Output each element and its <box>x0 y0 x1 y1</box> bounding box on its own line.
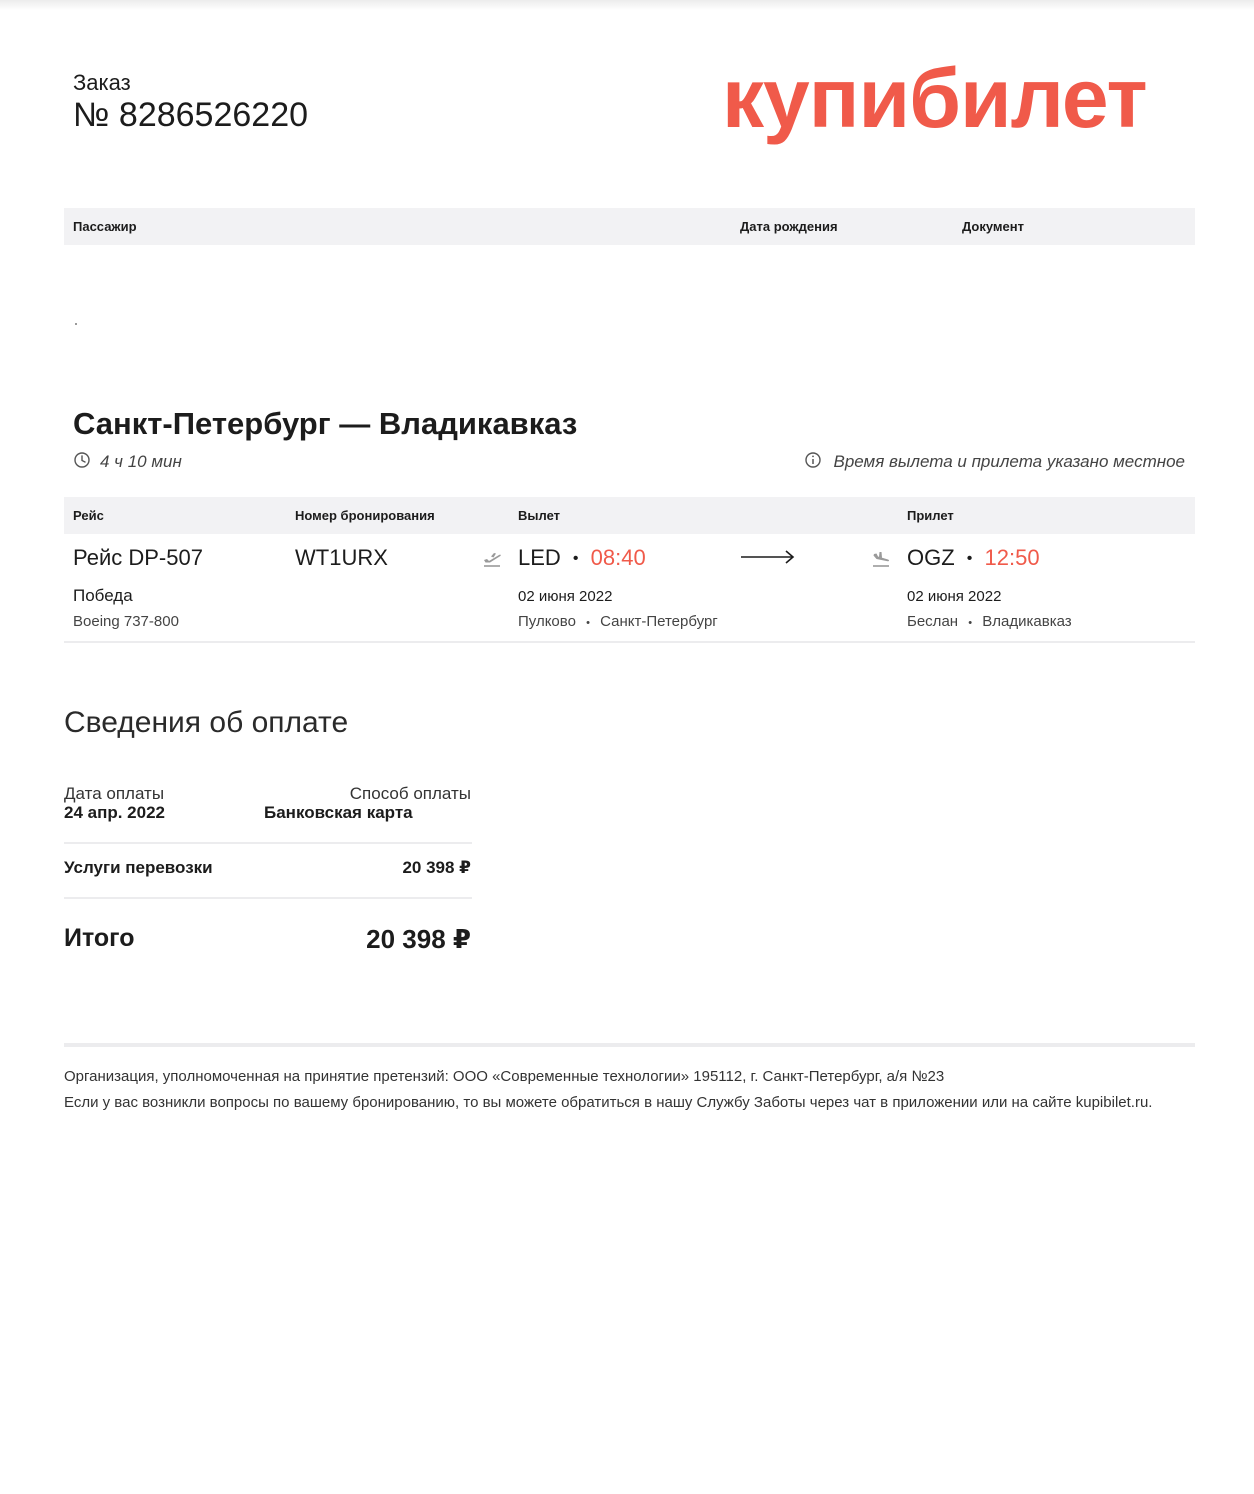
brand-logo: купибилет <box>722 51 1147 145</box>
arrival-airport: Беслан <box>907 613 959 630</box>
arrow-right-icon <box>740 549 796 570</box>
flight-divider <box>64 641 1195 643</box>
payment-method-label: Способ оплаты <box>349 784 471 803</box>
flight-table-header <box>64 497 1195 534</box>
route-title: Санкт-Петербург — Владикавказ <box>73 406 578 441</box>
flight-duration: 4 ч 10 мин <box>100 452 182 471</box>
departure-airport: Пулково <box>518 613 576 630</box>
order-number: № 8286526220 <box>73 96 309 134</box>
local-time-note-text: Время вылета и прилета указано местное <box>833 452 1185 471</box>
aircraft-model: Boeing 737-800 <box>73 613 179 630</box>
footer-divider <box>64 1043 1195 1047</box>
arrival-dot: • <box>966 550 973 568</box>
arrival-time: 12:50 <box>984 545 1040 570</box>
divider-dot <box>75 323 77 325</box>
top-shadow <box>0 0 1254 10</box>
arrival-code-time <box>907 545 1040 571</box>
info-icon <box>804 451 822 474</box>
departure-city: Санкт-Петербург <box>600 613 718 630</box>
total-label: Итого <box>64 924 135 952</box>
payment-title: Сведения об оплате <box>64 706 349 739</box>
service-label: Услуги перевозки <box>64 858 213 877</box>
arrival-place-dot: • <box>968 617 973 629</box>
takeoff-icon <box>481 547 503 574</box>
header-departure: Вылет <box>518 508 561 523</box>
total-amount: 20 398 ₽ <box>366 924 471 954</box>
payment-divider-2 <box>64 897 472 899</box>
departure-date: 02 июня 2022 <box>518 588 613 605</box>
payment-method-value: Банковская карта <box>264 803 413 822</box>
booking-code: WT1URX <box>295 545 388 570</box>
footer-claims-org: Организация, уполномоченная на принятие претензий: ООО «Современные технологии» 195112, г. Санкт-Петербург, а/я №23 <box>64 1068 945 1085</box>
passenger-table-header <box>64 208 1195 245</box>
header-document: Документ <box>962 219 1024 234</box>
departure-code-time <box>518 545 646 571</box>
departure-time: 08:40 <box>590 545 646 570</box>
arrival-city: Владикавказ <box>982 613 1072 630</box>
payment-date-value: 24 апр. 2022 <box>64 803 166 822</box>
landing-icon <box>870 547 892 574</box>
local-time-note <box>804 452 1186 472</box>
airline-name: Победа <box>73 586 133 605</box>
departure-place-dot: • <box>586 617 590 629</box>
departure-place <box>518 613 718 630</box>
footer-support-note: Если у вас возникли вопросы по вашему бронированию, то вы можете обратиться в нашу Службу Заботы через чат в приложении или на сайте kupibilet.ru. <box>64 1094 1153 1111</box>
departure-dot: • <box>572 550 579 568</box>
order-label: Заказ <box>73 70 131 95</box>
header-flight: Рейс <box>73 508 104 523</box>
arrival-airport-code: OGZ <box>907 545 955 570</box>
clock-icon <box>73 451 91 474</box>
arrival-place <box>907 613 1072 630</box>
service-amount: 20 398 ₽ <box>402 858 471 877</box>
flight-number: Рейс DP-507 <box>73 545 203 570</box>
duration-row <box>73 452 182 472</box>
payment-date-label: Дата оплаты <box>64 784 165 803</box>
header-booking: Номер бронирования <box>295 508 435 523</box>
payment-divider-1 <box>64 842 472 844</box>
header-birth-date: Дата рождения <box>740 219 838 234</box>
header-passenger: Пассажир <box>73 219 137 234</box>
departure-airport-code: LED <box>518 545 561 570</box>
header-arrival: Прилет <box>907 508 954 523</box>
arrival-date: 02 июня 2022 <box>907 588 1002 605</box>
